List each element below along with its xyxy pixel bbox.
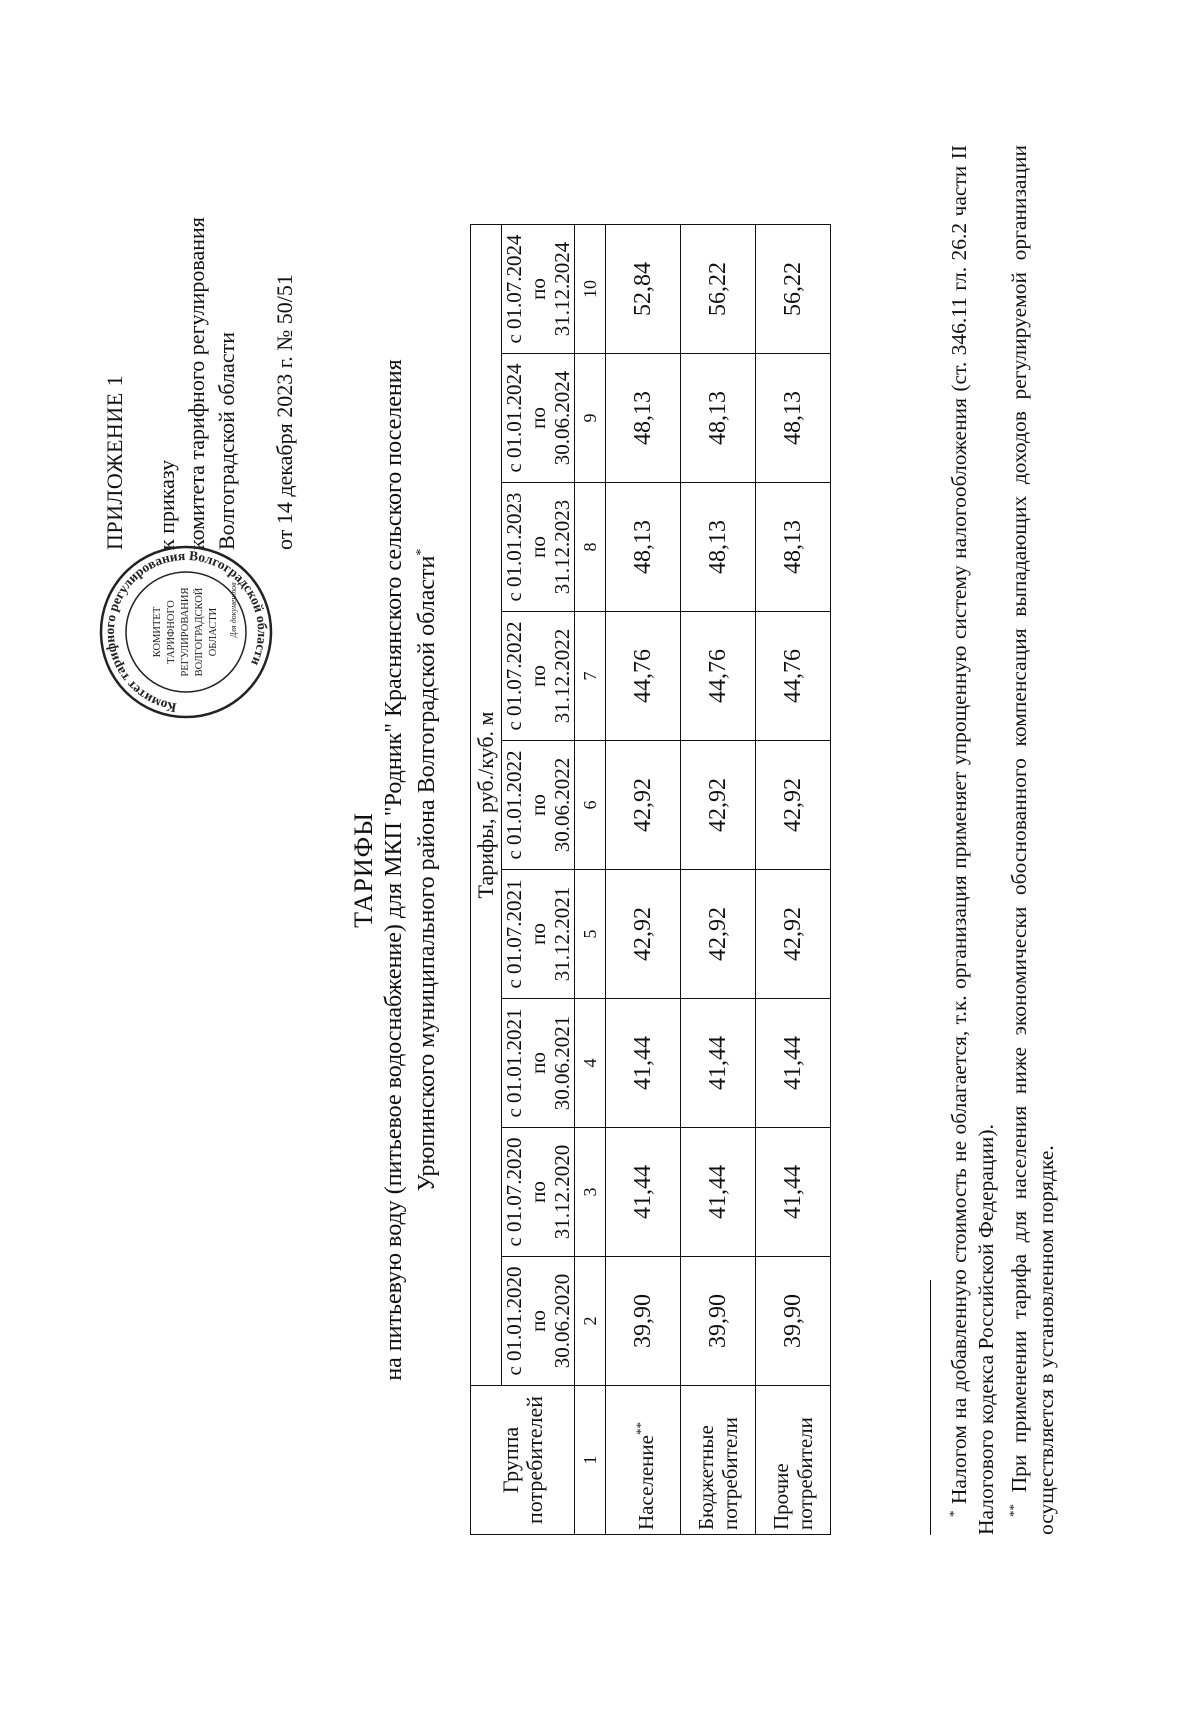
appendix-block bbox=[100, 110, 300, 550]
period-header bbox=[502, 870, 575, 999]
tariff-value: 42,92 bbox=[756, 741, 831, 870]
column-number: 9 bbox=[575, 354, 606, 483]
tariff-value: 41,44 bbox=[606, 1128, 681, 1257]
period-to: по 31.12.2020 bbox=[526, 1144, 574, 1240]
official-seal bbox=[98, 544, 274, 720]
footnote-1 bbox=[940, 145, 1000, 1535]
column-number: 10 bbox=[575, 225, 606, 354]
seal-center-line-2: ТАРИФНОГО bbox=[166, 600, 177, 664]
appendix-title: ПРИЛОЖЕНИЕ 1 bbox=[102, 374, 127, 550]
appendix-line-2: комитета тарифного регулирования bbox=[184, 217, 209, 550]
footnote-separator bbox=[930, 1280, 931, 1535]
heading-line-3-wrap bbox=[408, 140, 441, 1600]
tariff-value: 39,90 bbox=[756, 1257, 831, 1386]
heading-title: ТАРИФЫ bbox=[349, 812, 378, 928]
period-header bbox=[502, 1257, 575, 1386]
period-header bbox=[502, 999, 575, 1128]
row-label: Бюджетные потребители bbox=[694, 1417, 742, 1530]
header-consumer-group: Группа потребителей bbox=[471, 1386, 575, 1535]
row-label-cell bbox=[681, 1386, 756, 1535]
tariff-value: 41,44 bbox=[606, 999, 681, 1128]
period-header bbox=[502, 741, 575, 870]
period-header-row bbox=[502, 225, 575, 1535]
column-number: 8 bbox=[575, 483, 606, 612]
tariff-value: 44,76 bbox=[756, 612, 831, 741]
tariff-value: 48,13 bbox=[681, 354, 756, 483]
tariff-value: 39,90 bbox=[681, 1257, 756, 1386]
tariff-value: 56,22 bbox=[756, 225, 831, 354]
column-number: 5 bbox=[575, 870, 606, 999]
period-to: по 31.12.2024 bbox=[526, 241, 574, 337]
document-heading bbox=[350, 140, 441, 1600]
footnote-2 bbox=[1000, 145, 1060, 1535]
period-from: с 01.01.2022 bbox=[502, 750, 526, 860]
column-number: 2 bbox=[575, 1257, 606, 1386]
period-from: с 01.07.2022 bbox=[502, 621, 526, 731]
tariff-value: 48,13 bbox=[681, 483, 756, 612]
period-header bbox=[502, 612, 575, 741]
tariff-value: 48,13 bbox=[756, 354, 831, 483]
tariffs-body bbox=[575, 225, 831, 1535]
row-label-mark: ** bbox=[632, 1422, 648, 1436]
period-header bbox=[502, 483, 575, 612]
tariff-value: 44,76 bbox=[606, 612, 681, 741]
period-to: по 31.12.2021 bbox=[526, 886, 574, 982]
period-to: по 30.06.2024 bbox=[526, 370, 574, 466]
period-from: с 01.07.2024 bbox=[502, 234, 526, 344]
tariff-value: 48,13 bbox=[756, 483, 831, 612]
row-label-cell bbox=[606, 1386, 681, 1535]
period-from: с 01.01.2023 bbox=[502, 492, 526, 602]
period-header bbox=[502, 225, 575, 354]
row-label-cell bbox=[756, 1386, 831, 1535]
tariff-value: 56,22 bbox=[681, 225, 756, 354]
appendix-order-date: от 14 декабря 2023 г. № 50/51 bbox=[272, 274, 297, 550]
column-number: 7 bbox=[575, 612, 606, 741]
tariff-value: 39,90 bbox=[606, 1257, 681, 1386]
tariff-value: 42,92 bbox=[681, 870, 756, 999]
period-from: с 01.01.2024 bbox=[502, 363, 526, 473]
table-row bbox=[606, 225, 681, 1535]
footnote-1-text: Налогом на добавленную стоимость не облагается, т.к. организация применяет упрощенную систему налогообложения (ст. 346.11 гл. 26.2 части II Налогового кодекса Российской Федерации). bbox=[947, 145, 999, 1535]
column-number: 6 bbox=[575, 741, 606, 870]
tariff-value: 48,13 bbox=[606, 483, 681, 612]
header-tariff-unit: Тарифы, руб./куб. м bbox=[471, 225, 502, 1386]
seal-center-line-4: ВОЛГОГРАДСКОЙ bbox=[194, 587, 205, 677]
column-number: 1 bbox=[575, 1386, 606, 1535]
period-to: по 30.06.2021 bbox=[526, 1015, 574, 1111]
table-row bbox=[681, 225, 756, 1535]
period-from: с 01.07.2021 bbox=[502, 879, 526, 989]
tariff-value: 48,13 bbox=[606, 354, 681, 483]
tariff-value: 42,92 bbox=[681, 741, 756, 870]
appendix-line-3: Волгоградской области bbox=[214, 332, 239, 550]
period-header bbox=[502, 1128, 575, 1257]
tariff-value: 41,44 bbox=[681, 999, 756, 1128]
period-to: по 31.12.2022 bbox=[526, 628, 574, 724]
footnote-2-mark: ** bbox=[1006, 1504, 1022, 1517]
tariff-value: 42,92 bbox=[606, 741, 681, 870]
row-label: Население bbox=[633, 1435, 658, 1530]
column-number-row bbox=[575, 225, 606, 1535]
period-from: с 01.01.2020 bbox=[502, 1266, 526, 1376]
tariff-value: 42,92 bbox=[606, 870, 681, 999]
period-to: по 30.06.2022 bbox=[526, 757, 574, 853]
tariff-value: 42,92 bbox=[756, 870, 831, 999]
tariff-value: 41,44 bbox=[756, 999, 831, 1128]
footnote-1-mark: * bbox=[946, 1510, 961, 1517]
seal-center-line-1: КОМИТЕТ bbox=[152, 606, 163, 658]
seal-center-line-3: РЕГУЛИРОВАНИЯ bbox=[180, 587, 191, 677]
tariff-value: 44,76 bbox=[681, 612, 756, 741]
row-label: Прочие потребители bbox=[769, 1417, 817, 1530]
tariffs-table bbox=[470, 224, 831, 1535]
heading-line-3: Урюпинского муниципального района Волгоградской области bbox=[414, 555, 440, 1192]
column-number: 3 bbox=[575, 1128, 606, 1257]
heading-line-2: на питьевую воду (питьевое водоснабжение) для МКП "Родник" Краснянского сельского поселения bbox=[381, 359, 407, 1381]
footnote-2-text: При применении тарифа для населения ниже экономически обоснованного компенсация выпадающих доходов регулируемой организации осуществляется в установленном порядке. bbox=[1007, 145, 1059, 1535]
footnotes bbox=[940, 145, 1060, 1535]
period-header bbox=[502, 354, 575, 483]
seal-center-line-5: ОБЛАСТИ bbox=[208, 607, 219, 657]
seal-sub-text: Для документов bbox=[229, 582, 238, 638]
seal-ring-text: Комитет тарифного регулирования Волгоградской области bbox=[101, 547, 271, 716]
appendix-line-1: к приказу bbox=[154, 459, 179, 550]
period-from: с 01.01.2021 bbox=[502, 1008, 526, 1118]
period-to: по 30.06.2020 bbox=[526, 1273, 574, 1369]
period-to: по 31.12.2023 bbox=[526, 499, 574, 595]
column-number: 4 bbox=[575, 999, 606, 1128]
tariff-value: 41,44 bbox=[756, 1128, 831, 1257]
tariff-value: 52,84 bbox=[606, 225, 681, 354]
heading-footnote-mark: * bbox=[414, 548, 429, 556]
tariff-value: 41,44 bbox=[681, 1128, 756, 1257]
period-from: с 01.07.2020 bbox=[502, 1137, 526, 1247]
table-row bbox=[756, 225, 831, 1535]
